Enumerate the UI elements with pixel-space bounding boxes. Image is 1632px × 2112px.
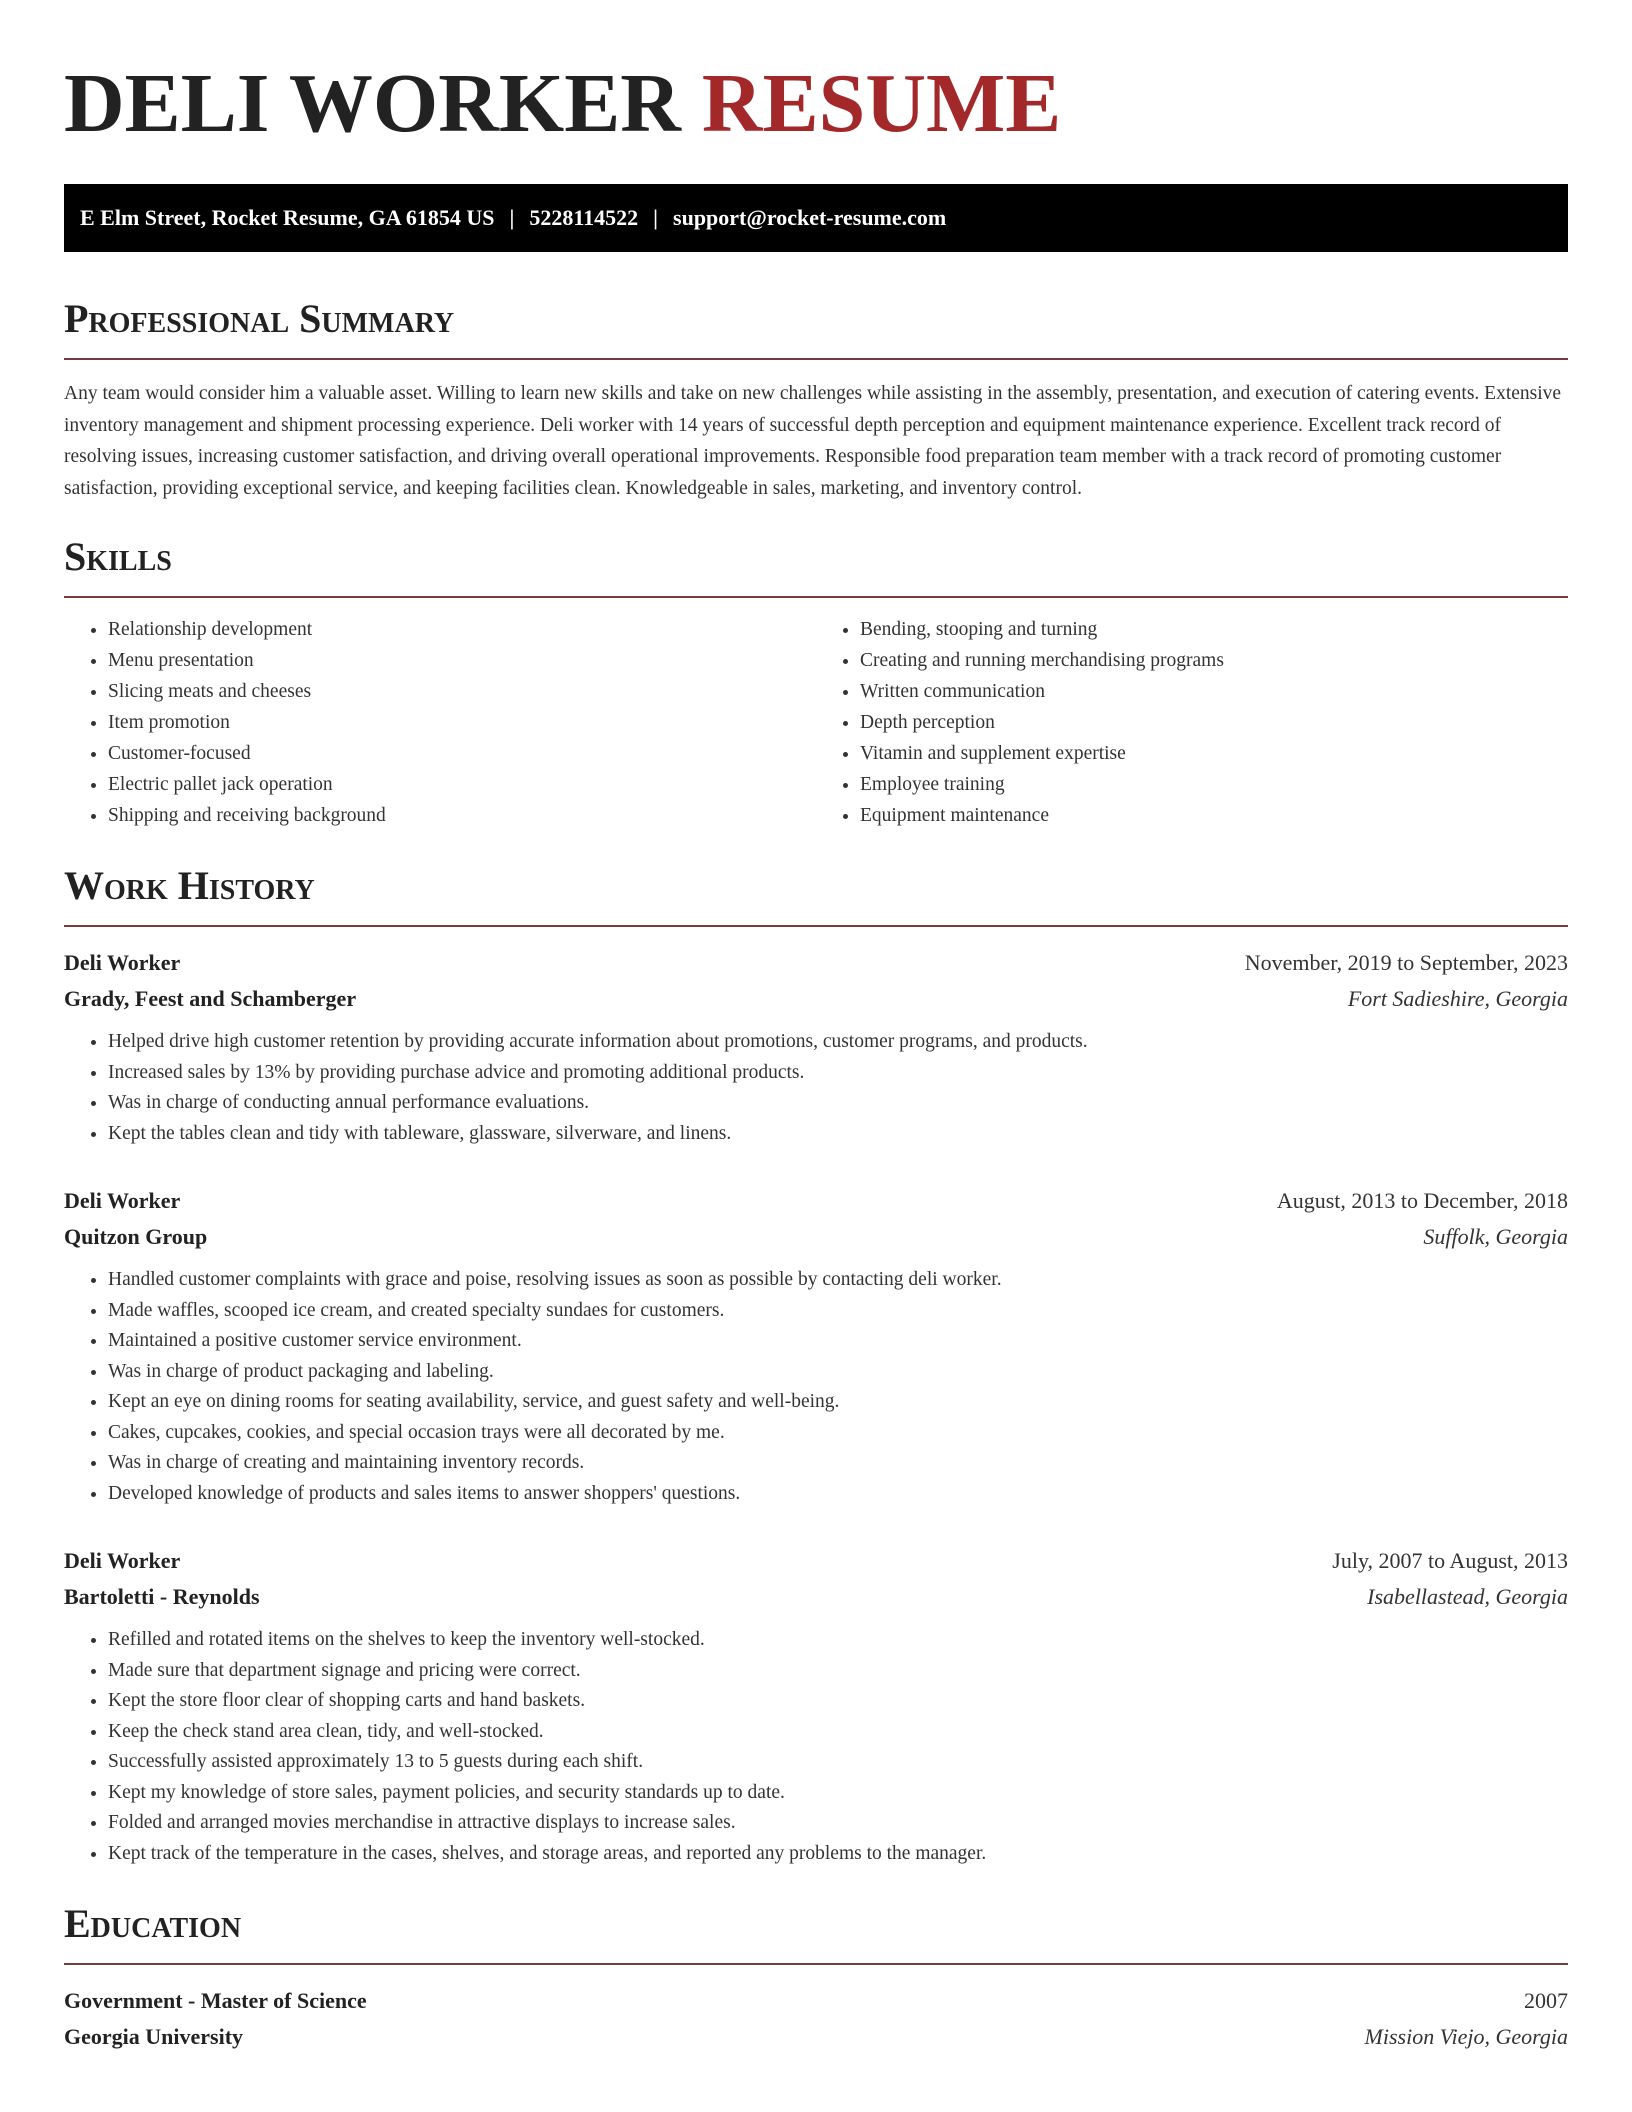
job-bullet: • Folded and arranged movies merchandise in attractive displays to increase sales. [108,1808,1568,1839]
resume-title-accent: RESUME [701,57,1062,150]
job-company: Bartoletti - Reynolds [64,1584,260,1609]
education-location: Mission Viejo, Georgia [1364,2024,1568,2049]
job-entry [64,945,1568,1149]
skill-item: • Equipment maintenance [860,800,1568,831]
job-bullet: • Developed knowledge of products and sales items to answer shoppers' questions. [108,1479,1568,1510]
job-entry [64,1183,1568,1509]
skills-grid [64,614,1568,831]
education-entry [64,1983,1568,2055]
job-dates: July, 2007 to August, 2013 [1332,1548,1568,1573]
skill-item: • Relationship development [108,614,816,645]
skills-list-right [816,614,1568,831]
work-history-heading: Work History [64,861,1568,927]
job-company-row [64,1579,1568,1615]
job-company: Grady, Feest and Schamberger [64,986,357,1011]
job-entry [64,1543,1568,1869]
job-header-row [64,1183,1568,1219]
job-company: Quitzon Group [64,1224,208,1249]
job-bullet: • Helped drive high customer retention by providing accurate information about promotions, customer programs, and products. [108,1027,1568,1058]
job-bullet: • Increased sales by 13% by providing purchase advice and promoting additional products. [108,1058,1568,1089]
skill-item: • Shipping and receiving background [108,800,816,831]
job-bullet: • Kept an eye on dining rooms for seating availability, service, and guest safety and well-being. [108,1387,1568,1418]
job-bullet: • Refilled and rotated items on the shelves to keep the inventory well-stocked. [108,1625,1568,1656]
education-year: 2007 [1524,1988,1568,2013]
job-header-row [64,1543,1568,1579]
job-location: Suffolk, Georgia [1423,1224,1568,1249]
job-bullet: • Was in charge of conducting annual performance evaluations. [108,1088,1568,1119]
skill-item: • Electric pallet jack operation [108,769,816,800]
contact-separator: | [653,205,659,230]
job-bullet: • Made waffles, scooped ice cream, and created specialty sundaes for customers. [108,1296,1568,1327]
education-school-row [64,2019,1568,2055]
skill-item: • Vitamin and supplement expertise [860,738,1568,769]
job-title: Deli Worker [64,950,181,975]
job-company-row [64,981,1568,1017]
job-bullet: • Handled customer complaints with grace and poise, resolving issues as soon as possible by contacting deli worker. [108,1265,1568,1296]
job-bullet: • Successfully assisted approximately 13 to 5 guests during each shift. [108,1747,1568,1778]
education-degree-row [64,1983,1568,2019]
skill-item: • Written communication [860,676,1568,707]
job-bullets [64,1027,1568,1149]
skills-list-left [64,614,816,831]
summary-heading: Professional Summary [64,294,1568,360]
skills-heading: Skills [64,532,1568,598]
job-bullet: • Keep the check stand area clean, tidy, and well-stocked. [108,1717,1568,1748]
job-bullet: • Was in charge of product packaging and labeling. [108,1357,1568,1388]
job-header-row [64,945,1568,981]
education-school: Georgia University [64,2024,244,2049]
resume-title-main: DELI WORKER [64,57,681,150]
job-bullet: • Kept my knowledge of store sales, payment policies, and security standards up to date. [108,1778,1568,1809]
job-company-row [64,1219,1568,1255]
job-dates: August, 2013 to December, 2018 [1276,1188,1568,1213]
skill-item: • Slicing meats and cheeses [108,676,816,707]
skill-item: • Employee training [860,769,1568,800]
job-bullet: • Made sure that department signage and pricing were correct. [108,1656,1568,1687]
skill-item: • Depth perception [860,707,1568,738]
job-bullet: • Cakes, cupcakes, cookies, and special occasion trays were all decorated by me. [108,1418,1568,1449]
job-dates: November, 2019 to September, 2023 [1244,950,1568,975]
job-location: Fort Sadieshire, Georgia [1347,986,1568,1011]
job-location: Isabellastead, Georgia [1367,1584,1568,1609]
job-bullet: • Was in charge of creating and maintaining inventory records. [108,1448,1568,1479]
job-bullets [64,1625,1568,1869]
job-title: Deli Worker [64,1188,181,1213]
job-bullet: • Kept the tables clean and tidy with tableware, glassware, silverware, and linens. [108,1119,1568,1150]
skill-item: • Bending, stooping and turning [860,614,1568,645]
job-bullet: • Maintained a positive customer service environment. [108,1326,1568,1357]
skill-item: • Creating and running merchandising programs [860,645,1568,676]
job-bullet: • Kept the store floor clear of shopping carts and hand baskets. [108,1686,1568,1717]
skill-item: • Customer-focused [108,738,816,769]
education-degree: Government - Master of Science [64,1988,367,2013]
contact-email: support@rocket-resume.com [673,205,947,230]
summary-text: Any team would consider him a valuable asset. Willing to learn new skills and take on new challenges while assisting in the assembly, presentation, and execution of catering events. Extensive inventory management and shipment processing experience. Deli worker with 14 years of successful depth perception and equipment maintenance experience. Excellent track record of resolving issues, increasing customer satisfaction, and driving overall operational improvements. Responsible food preparation team member with a track record of promoting customer satisfaction, providing exceptional service, and keeping facilities clean. Knowledgeable in sales, marketing, and inventory control. [64,383,1562,499]
job-bullets [64,1265,1568,1509]
skill-item: • Item promotion [108,707,816,738]
job-bullet: • Kept track of the temperature in the cases, shelves, and storage areas, and reported any problems to the manager. [108,1839,1568,1870]
contact-address: E Elm Street, Rocket Resume, GA 61854 US [80,205,495,230]
contact-phone: 5228114522 [529,205,639,230]
education-heading: Education [64,1899,1568,1965]
contact-separator: | [509,205,515,230]
resume-title [64,0,1568,152]
skill-item: • Menu presentation [108,645,816,676]
job-title: Deli Worker [64,1548,181,1573]
contact-bar [64,184,1568,252]
